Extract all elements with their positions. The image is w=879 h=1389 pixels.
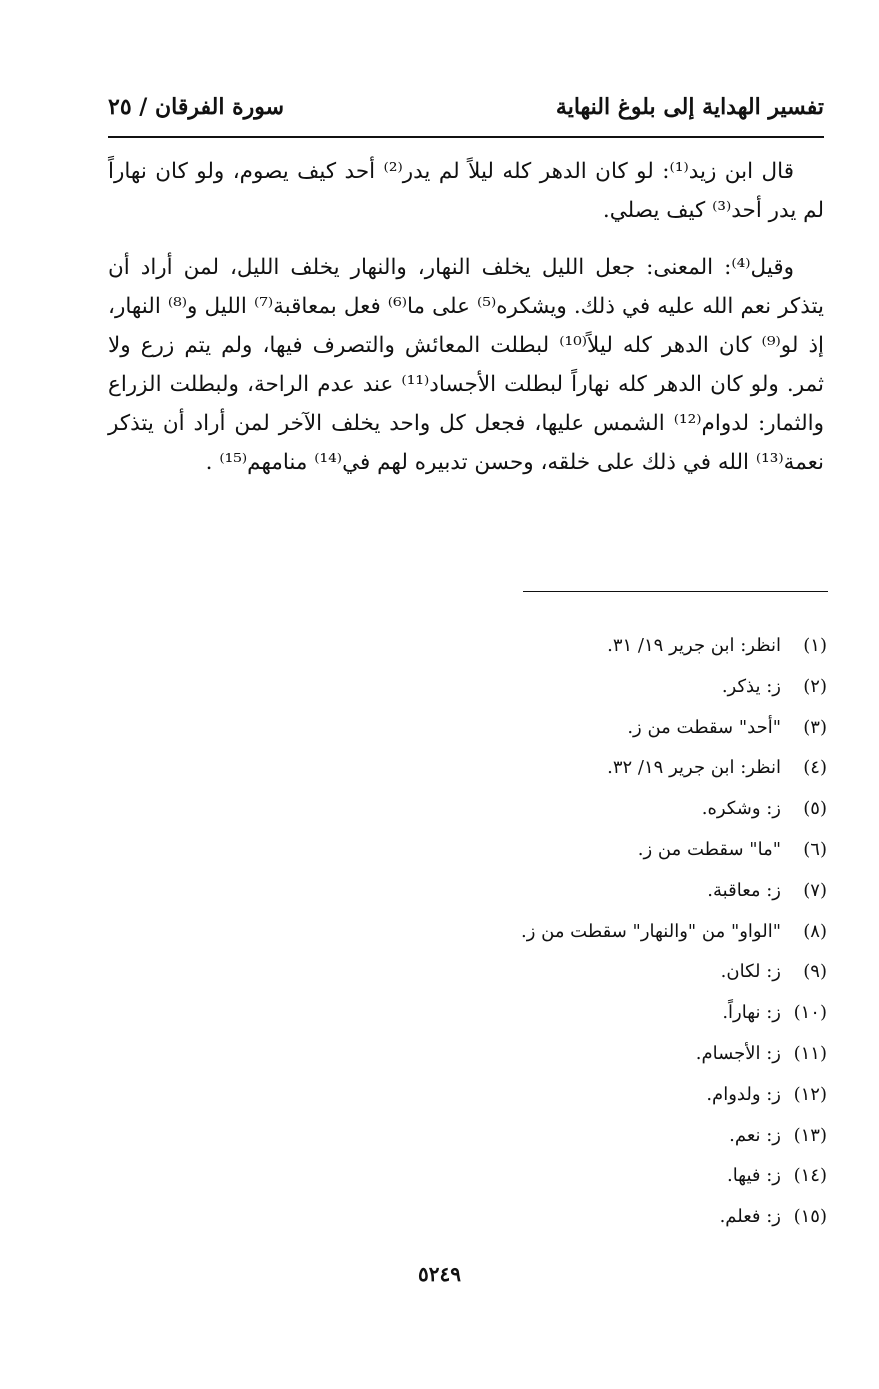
footnote-item — [108, 1116, 827, 1157]
footnote-number: (١١) — [793, 1042, 827, 1064]
footnote-number: (١) — [803, 635, 827, 656]
footnote-number: (٧) — [803, 879, 827, 901]
book-title: تفسير الهداية إلى بلوغ النهاية — [555, 94, 824, 120]
footnote-number: (١٤) — [793, 1165, 827, 1187]
footnote-item — [108, 830, 827, 871]
footnote-number: (٨) — [803, 920, 827, 942]
footnote-text: ز: معاقبة. — [707, 879, 781, 901]
footnotes-list — [108, 626, 827, 1238]
footnote-text: ز: وشكره. — [701, 798, 781, 820]
footnote-text: ز: فيها. — [726, 1165, 781, 1187]
footnote-divider — [523, 591, 828, 592]
footnote-number: (٩) — [803, 961, 827, 983]
footnote-item — [108, 789, 827, 830]
footnote-text: "أحد" سقطت من ز. — [627, 716, 781, 738]
footnote-number: (٢) — [803, 675, 827, 697]
footnote-number: (١٠) — [793, 1002, 827, 1024]
footnote-item — [108, 1197, 827, 1238]
footnote-item — [108, 993, 827, 1034]
footnote-item — [108, 952, 827, 993]
paragraph: وقيل⁽⁴⁾: المعنى: جعل الليل يخلف النهار، والنهار يخلف الليل، لمن أراد أن يتذكر نعم الله عليه في ذلك. ويشكره⁽⁵⁾ على ما⁽⁶⁾ فعل بمعاقبة⁽⁷⁾ الليل و⁽⁸⁾ النهار، إذ لو⁽⁹⁾ كان الدهر كله ليلاً⁽¹⁰⁾ لبطلت المعائش والتصرف فيها، ولم يتم زرع ولا ثمر. ولو كان الدهر كله نهاراً لبطلت الأجساد⁽¹¹⁾ عند عدم الراحة، ولبطلت الزراع والثمار: لدوام⁽¹²⁾ الشمس عليها، فجعل كل واحد يخلف الآخر لمن أراد أن يتذكر نعمة⁽¹³⁾ الله في ذلك على خلقه، وحسن تدبيره لهم في⁽¹⁴⁾ منامهم⁽¹⁵⁾ . — [108, 255, 825, 475]
footnote-text: ز: يذكر. — [721, 675, 781, 697]
footnote-number: (١٣) — [793, 1124, 827, 1146]
footnote-item — [108, 1034, 827, 1075]
footnote-text: ز: لكان. — [720, 961, 781, 983]
main-text — [108, 152, 824, 482]
page-number: ٥٢٤٩ — [418, 1262, 461, 1286]
footnote-number: (١٥) — [793, 1206, 827, 1228]
footnote-item — [108, 626, 827, 667]
running-header — [108, 88, 824, 138]
footnote-item — [108, 667, 827, 708]
footnote-text: ز: الأجسام. — [695, 1042, 781, 1064]
footnote-number: (٣) — [803, 716, 827, 738]
footnote-item — [108, 748, 827, 789]
footnote-item — [108, 1075, 827, 1116]
surah-label: سورة الفرقان / ٢٥ — [108, 94, 285, 120]
footnote-text: "ما" سقطت من ز. — [637, 838, 781, 860]
footnote-item — [108, 708, 827, 749]
footnote-text: ز: نهاراً. — [722, 1002, 781, 1024]
footnote-item — [108, 1156, 827, 1197]
paragraph: قال ابن زيد⁽¹⁾: لو كان الدهر كله ليلاً لم يدر⁽²⁾ أحد كيف يصوم، ولو كان نهاراً لم يدر أحد⁽³⁾ كيف يصلي. — [108, 159, 824, 223]
footnote-text: انظر: ابن جرير ١٩/ ٣١. — [607, 635, 781, 656]
footnote-text: "الواو" من "والنهار" سقطت من ز. — [520, 920, 781, 942]
footnote-text: ز: ولدوام. — [706, 1083, 781, 1105]
footnote-number: (٤) — [803, 757, 827, 779]
footnote-item — [108, 912, 827, 953]
footnote-text: ز: نعم. — [729, 1124, 781, 1146]
footnote-number: (٥) — [803, 798, 827, 820]
footnote-text: ز: فعلم. — [719, 1206, 781, 1228]
footnote-number: (١٢) — [793, 1083, 827, 1105]
footnote-number: (٦) — [803, 838, 827, 860]
footnote-item — [108, 871, 827, 912]
footnote-text: انظر: ابن جرير ١٩/ ٣٢. — [607, 757, 781, 779]
